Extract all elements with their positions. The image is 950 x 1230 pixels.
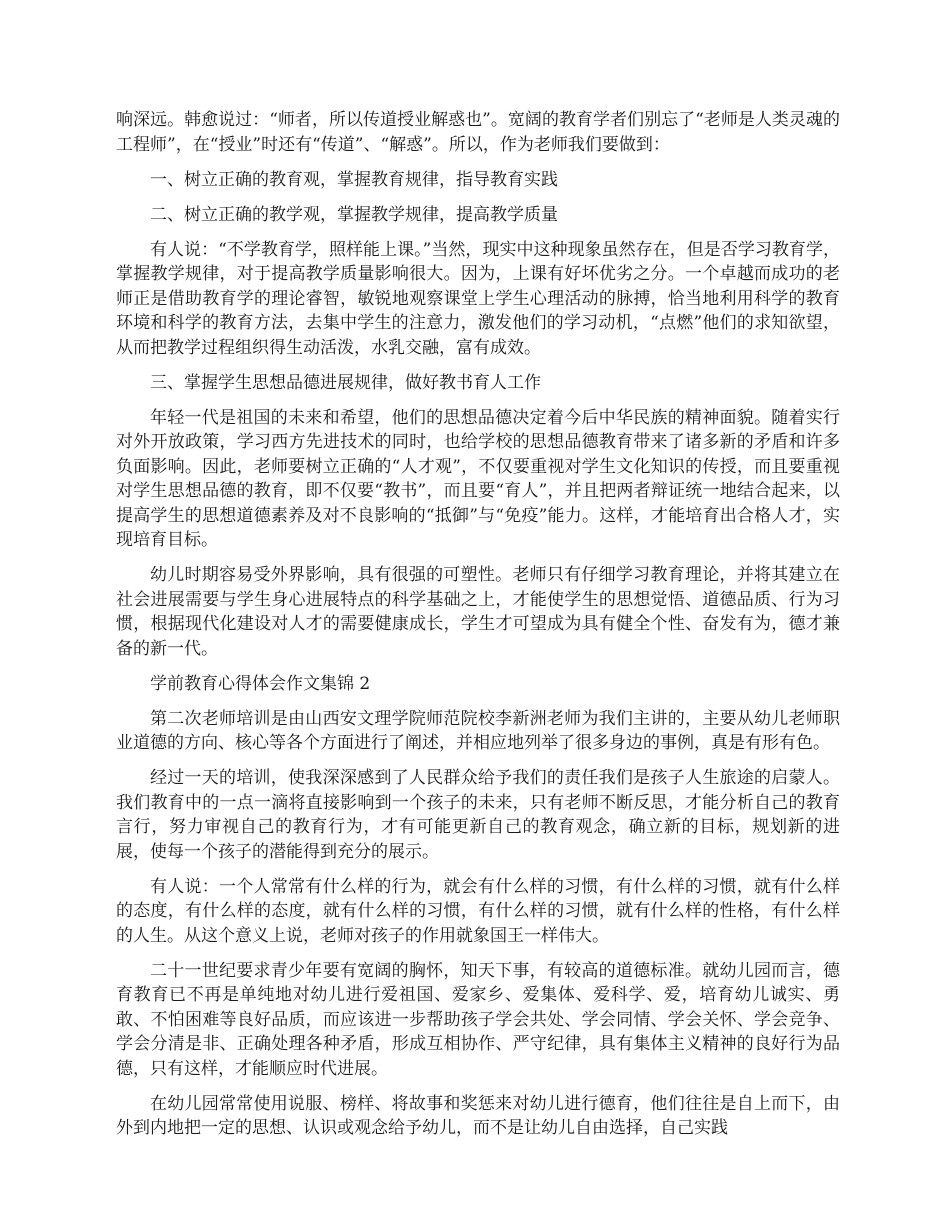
paragraph-continuation: 响深远。韩愈说过：“师者，所以传道授业解惑也”。宽阔的教育学者们别忘了“老师是人类灵魂的工程师”，在“授业”时还有“传道”、“解惑”。所以，作为老师我们要做到： [116,110,840,155]
body-paragraph: 有人说：一个人常常有什么样的行为，就会有什么样的习惯，有什么样的习惯，就有什么样的态度，有什么样的态度，就有什么样的习惯，有什么样的习惯，就有什么样的性格，有什么样的人生。从这个意义上说，老师对孩子的作用就象国王一样伟大。 [116,876,840,946]
section-heading-2: 二、树立正确的教学观，掌握教学规律，提高教学质量 [150,204,558,225]
body-paragraph: 二十一世纪要求青少年要有宽阔的胸怀，知天下事，有较高的道德标准。就幼儿园而言，德育教育已不再是单纯地对幼儿进行爱祖国、爱家乡、爱集体、爱科学、爱，培育幼儿诚实、勇敢、不怕困难等良好品质，而应该进一步帮助孩子学会共处、学会同情、学会关怀、学会竞争、学会分清是非、正确处理各种矛盾，形成互相协作、严守纪律，具有集体主义精神的良好行为品德，只有这样，才能顺应时代进展。 [116,960,840,1079]
body-paragraph: 幼儿时期容易受外界影响，具有很强的可塑性。老师只有仔细学习教育理论，并将其建立在社会进展需要与学生身心进展特点的科学基础之上，才能使学生的思想觉悟、道德品质、行为习惯，根据现代化建设对人才的需要健康成长，学生才可望成为具有健全个性、奋发有为，德才兼备的新一代。 [116,565,840,659]
section-heading-3: 三、掌握学生思想品德进展规律，做好教书育人工作 [150,372,541,393]
body-paragraph: 经过一天的培训，使我深深感到了人民群众给予我们的责任我们是孩子人生旅途的启蒙人。我们教育中的一点一滴将直接影响到一个孩子的未来，只有老师不断反思，才能分析自己的教育言行，努力审视自己的教育行为，才有可能更新自己的教育观念，确立新的目标，规划新的进展，使每一个孩子的潜能得到充分的展示。 [116,768,840,862]
body-paragraph: 第二次老师培训是由山西安文理学院师范院校李新洲老师为我们主讲的，主要从幼儿老师职业道德的方向、核心等各个方面进行了阐述，并相应地列举了很多身边的事例，真是有形有色。 [116,708,840,753]
article-title: 学前教育心得体会作文集锦 2 [150,673,371,694]
document-page [116,108,840,1151]
body-paragraph: 年轻一代是祖国的未来和希望，他们的思想品德决定着今后中华民族的精神面貌。随着实行对外开放政策，学习西方先进技术的同时，也给学校的思想品德教育带来了诸多新的矛盾和许多负面影响。因此，老师要树立正确的“人才观”，不仅要重视对学生文化知识的传授，而且要重视对学生思想品德的教育，即不仅要“教书”，而且要“育人”，并且把两者辩证统一地结合起来，以提高学生的思想道德素养及对不良影响的“抵御”与“免疫”能力。这样，才能培育出合格人才，实现培育目标。 [116,407,840,550]
section-heading-1: 一、树立正确的教育观，掌握教育规律，指导教育实践 [150,169,558,190]
body-paragraph: 有人说：“不学教育学，照样能上课。”当然，现实中这种现象虽然存在，但是否学习教育学，掌握教学规律，对于提高教学质量影响很大。因为，上课有好坏优劣之分。一个卓越而成功的老师正是借助教育学的理论睿智，敏锐地观察课堂上学生心理活动的脉搏，恰当地利用科学的教育环境和科学的教育方法，去集中学生的注意力，激发他们的学习动机，“点燃”他们的求知欲望，从而把教学过程组织得生动活泼，水乳交融，富有成效。 [116,239,840,358]
body-paragraph: 在幼儿园常常使用说服、榜样、将故事和奖惩来对幼儿进行德育，他们往往是自上而下，由外到内地把一定的思想、认识或观念给予幼儿，而不是让幼儿自由选择，自己实践 [116,1093,840,1138]
